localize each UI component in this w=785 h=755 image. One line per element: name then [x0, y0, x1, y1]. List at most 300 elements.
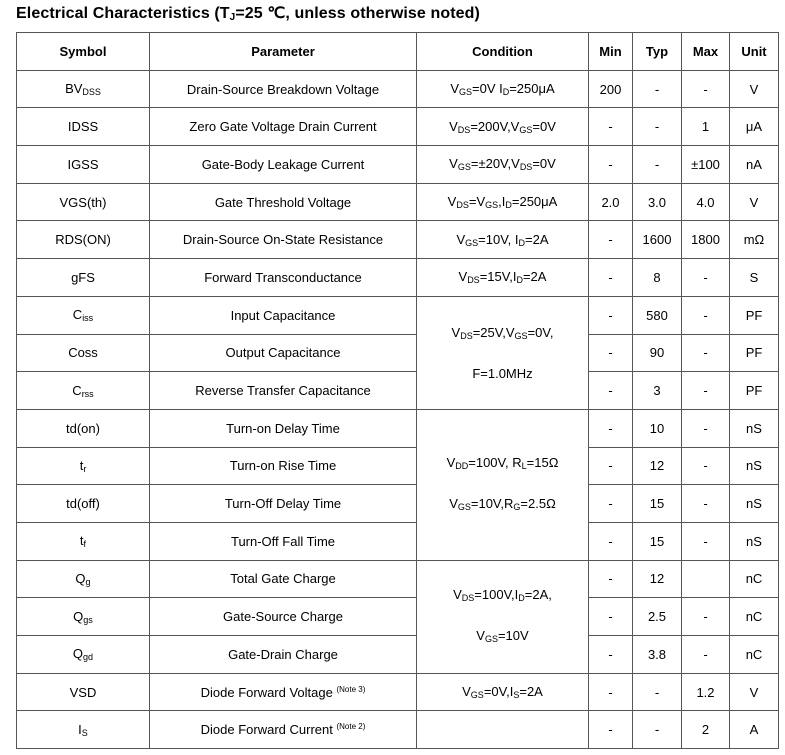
condition-text: =15V,I — [479, 269, 517, 285]
symbol-text: t — [79, 533, 84, 549]
parameter-cell — [150, 108, 417, 146]
condition-line-gap — [417, 608, 588, 626]
typ-cell — [633, 409, 682, 447]
unit-cell — [730, 221, 779, 259]
symbol-text: IGSS — [67, 156, 99, 172]
symbol-text: C — [72, 382, 82, 398]
min-cell — [589, 711, 633, 749]
min-cell — [589, 636, 633, 674]
unit-cell — [730, 296, 779, 334]
symbol-cell — [17, 522, 150, 560]
condition-subscript: GS — [470, 690, 484, 701]
max-value: - — [703, 420, 708, 436]
condition-text: V — [451, 324, 461, 340]
table-row — [17, 296, 779, 334]
min-value: 200 — [599, 81, 622, 97]
min-cell — [589, 372, 633, 410]
condition-text: ,I — [498, 194, 506, 210]
symbol-cell — [17, 673, 150, 711]
max-value: 1 — [701, 119, 710, 135]
max-cell — [682, 183, 730, 221]
unit-cell — [730, 711, 779, 749]
min-value: - — [608, 496, 613, 512]
unit-value: nS — [746, 420, 762, 436]
condition-subscript: DS — [460, 330, 473, 341]
header-parameter: Parameter — [150, 33, 417, 71]
condition-text: =0V — [532, 156, 556, 172]
typ-value: 8 — [653, 269, 661, 285]
unit-value: nC — [745, 571, 763, 587]
min-cell — [589, 485, 633, 523]
min-cell — [589, 334, 633, 372]
condition-cell-merged — [417, 409, 589, 560]
max-cell — [682, 673, 730, 711]
table-row — [17, 636, 779, 674]
condition-subscript: GS — [457, 501, 471, 512]
header-symbol: Symbol — [17, 33, 150, 71]
unit-cell — [730, 560, 779, 598]
max-cell — [682, 146, 730, 184]
condition-line — [417, 323, 588, 346]
min-value: - — [608, 458, 613, 474]
max-value: - — [703, 533, 708, 549]
note-reference: (Note 3) — [336, 684, 366, 694]
typ-value: 3 — [653, 383, 661, 399]
condition-cell — [417, 146, 589, 184]
max-value: 2 — [701, 722, 710, 738]
symbol-subscript: gd — [83, 652, 94, 663]
max-value: - — [703, 383, 708, 399]
condition-text: V — [450, 81, 459, 97]
unit-cell — [730, 259, 779, 297]
condition-text: V — [456, 231, 466, 247]
parameter-text: Turn-on Rise Time — [229, 458, 337, 474]
unit-value: PF — [745, 383, 763, 399]
min-cell — [589, 598, 633, 636]
note-reference: (Note 2) — [336, 722, 366, 732]
min-cell — [589, 296, 633, 334]
parameter-text: Diode Forward Voltage — [200, 684, 333, 700]
condition-cell — [417, 70, 589, 108]
symbol-cell — [17, 598, 150, 636]
typ-cell — [633, 447, 682, 485]
symbol-cell — [17, 259, 150, 297]
parameter-text: Drain-Source On-State Resistance — [182, 232, 384, 248]
condition-subscript: DS — [467, 275, 480, 286]
min-value: - — [608, 232, 613, 248]
condition-subscript: GS — [465, 237, 479, 248]
condition-line — [417, 626, 588, 649]
min-value: - — [608, 383, 613, 399]
parameter-text: Gate Threshold Voltage — [214, 194, 352, 210]
symbol-cell — [17, 183, 150, 221]
typ-cell — [633, 636, 682, 674]
unit-value: nS — [746, 496, 762, 512]
min-value: - — [608, 722, 613, 738]
parameter-cell — [150, 409, 417, 447]
condition-text: =2A — [519, 684, 543, 700]
unit-cell — [730, 70, 779, 108]
symbol-text: BV — [65, 81, 83, 97]
max-value: - — [703, 81, 708, 97]
typ-value: - — [654, 119, 660, 135]
typ-cell — [633, 259, 682, 297]
symbol-cell — [17, 485, 150, 523]
condition-cell — [417, 183, 589, 221]
max-cell — [682, 221, 730, 259]
max-cell — [682, 372, 730, 410]
unit-value: nA — [746, 156, 762, 172]
condition-text: V — [449, 156, 458, 172]
condition-subscript: GS — [485, 200, 499, 211]
max-cell — [682, 522, 730, 560]
condition-text: =10V — [497, 627, 529, 643]
condition-subscript: D — [516, 275, 523, 286]
condition-line — [417, 364, 588, 383]
min-value: - — [608, 533, 613, 549]
condition-cell-merged — [417, 711, 589, 749]
max-cell — [682, 70, 730, 108]
parameter-text: Reverse Transfer Capacitance — [195, 383, 371, 399]
max-value: - — [703, 609, 708, 625]
max-value: - — [703, 307, 708, 323]
typ-value: 1600 — [642, 232, 672, 248]
max-value: - — [703, 269, 708, 285]
symbol-cell — [17, 221, 150, 259]
condition-subscript: GS — [519, 124, 533, 135]
min-cell — [589, 221, 633, 259]
condition-subscript: GS — [458, 87, 472, 98]
min-cell — [589, 447, 633, 485]
unit-value: PF — [745, 345, 763, 361]
condition-subscript: DS — [457, 124, 471, 135]
typ-cell — [633, 711, 682, 749]
parameter-cell — [150, 522, 417, 560]
typ-value: - — [654, 81, 660, 97]
typ-value: - — [654, 684, 660, 700]
unit-value: S — [749, 269, 759, 285]
typ-value: 10 — [649, 420, 665, 436]
symbol-text: Q — [73, 608, 84, 624]
min-cell — [589, 108, 633, 146]
condition-line — [417, 453, 588, 476]
max-cell — [682, 409, 730, 447]
parameter-cell — [150, 70, 417, 108]
typ-cell — [633, 372, 682, 410]
unit-value: nS — [746, 533, 762, 549]
symbol-cell — [17, 70, 150, 108]
symbol-text: VGS(th) — [59, 194, 107, 210]
condition-subscript: D — [505, 200, 512, 211]
unit-value: nC — [745, 646, 763, 662]
min-value: - — [608, 269, 613, 285]
symbol-text: td(off) — [66, 496, 100, 512]
min-cell — [589, 522, 633, 560]
condition-subscript: DS — [461, 592, 475, 603]
unit-cell — [730, 334, 779, 372]
symbol-cell — [17, 409, 150, 447]
header-max: Max — [682, 33, 730, 71]
symbol-text: VSD — [69, 684, 97, 700]
typ-cell — [633, 673, 682, 711]
typ-cell — [633, 108, 682, 146]
typ-value: 3.8 — [647, 646, 667, 662]
table-row — [17, 70, 779, 108]
unit-cell — [730, 447, 779, 485]
parameter-cell — [150, 372, 417, 410]
unit-value: V — [749, 194, 759, 210]
symbol-subscript: r — [83, 463, 87, 474]
table-row — [17, 409, 779, 447]
min-value: - — [608, 646, 613, 662]
max-value: - — [703, 458, 708, 474]
symbol-text: td(on) — [66, 420, 100, 436]
condition-subscript: D — [518, 592, 525, 603]
condition-cell — [417, 673, 589, 711]
max-cell — [682, 259, 730, 297]
symbol-subscript: DSS — [82, 87, 101, 98]
typ-value: 580 — [646, 307, 668, 323]
parameter-text: Gate-Source Charge — [223, 609, 343, 625]
min-cell — [589, 183, 633, 221]
parameter-text: Forward Transconductance — [204, 269, 362, 285]
max-cell — [682, 636, 730, 674]
table-row — [17, 108, 779, 146]
condition-text: V — [458, 269, 468, 285]
condition-text: =10V, I — [478, 231, 519, 247]
parameter-cell — [150, 447, 417, 485]
condition-cell — [417, 221, 589, 259]
condition-text: V — [447, 194, 457, 210]
symbol-text: Q — [75, 570, 86, 586]
parameter-cell — [150, 711, 417, 749]
typ-cell — [633, 183, 682, 221]
unit-cell — [730, 485, 779, 523]
table-row — [17, 673, 779, 711]
symbol-text: t — [79, 457, 84, 473]
table-row — [17, 146, 779, 184]
unit-value: V — [749, 684, 759, 700]
parameter-text: Gate-Drain Charge — [228, 646, 338, 662]
electrical-characteristics-table — [16, 32, 779, 749]
unit-value: V — [749, 81, 759, 97]
typ-cell — [633, 560, 682, 598]
typ-cell — [633, 598, 682, 636]
unit-cell — [730, 636, 779, 674]
condition-line — [417, 494, 588, 517]
parameter-text: Gate-Body Leakage Current — [201, 156, 365, 172]
symbol-text: gFS — [71, 269, 95, 285]
parameter-cell — [150, 636, 417, 674]
typ-value: 12 — [649, 571, 665, 587]
condition-text: =0V, — [527, 324, 554, 340]
header-condition: Condition — [417, 33, 589, 71]
parameter-text: Drain-Source Breakdown Voltage — [186, 81, 380, 97]
min-cell — [589, 259, 633, 297]
condition-text: =2.5Ω — [520, 495, 556, 511]
condition-text: =200V,V — [470, 118, 520, 134]
max-value: - — [703, 496, 708, 512]
max-cell — [682, 334, 730, 372]
condition-cell — [417, 108, 589, 146]
min-cell — [589, 409, 633, 447]
symbol-text: Q — [72, 646, 84, 662]
table-row — [17, 711, 779, 749]
parameter-cell — [150, 334, 417, 372]
typ-value: 15 — [649, 533, 665, 549]
condition-subscript: D — [518, 237, 526, 248]
parameter-cell — [150, 598, 417, 636]
typ-value: - — [654, 722, 660, 738]
condition-text: F=1.0MHz — [472, 365, 533, 381]
table-row — [17, 259, 779, 297]
parameter-text: Turn-Off Fall Time — [230, 533, 336, 549]
typ-cell — [633, 485, 682, 523]
max-cell — [682, 447, 730, 485]
unit-value: nS — [746, 458, 762, 474]
condition-text: =0V I — [472, 81, 503, 97]
symbol-subscript: iss — [82, 313, 94, 324]
unit-value: nC — [745, 609, 763, 625]
parameter-cell — [150, 183, 417, 221]
unit-cell — [730, 108, 779, 146]
symbol-subscript: rss — [81, 388, 94, 399]
table-row — [17, 372, 779, 410]
symbol-cell — [17, 108, 150, 146]
min-value: - — [608, 307, 613, 323]
table-row — [17, 183, 779, 221]
table-body — [17, 70, 779, 748]
table-row — [17, 447, 779, 485]
parameter-cell — [150, 673, 417, 711]
header-typ: Typ — [633, 33, 682, 71]
symbol-cell — [17, 711, 150, 749]
max-value: - — [703, 345, 708, 361]
parameter-cell — [150, 560, 417, 598]
typ-value: 2.5 — [647, 609, 667, 625]
symbol-text: RDS(ON) — [55, 232, 111, 248]
symbol-cell — [17, 296, 150, 334]
parameter-cell — [150, 146, 417, 184]
symbol-cell — [17, 372, 150, 410]
symbol-cell — [17, 447, 150, 485]
parameter-text: Turn-on Delay Time — [226, 420, 340, 436]
parameter-cell — [150, 259, 417, 297]
condition-subscript: L — [521, 460, 527, 471]
unit-cell — [730, 146, 779, 184]
min-cell — [589, 560, 633, 598]
condition-text: =100V,I — [474, 586, 519, 602]
table-row — [17, 221, 779, 259]
typ-cell — [633, 221, 682, 259]
condition-cell-merged — [417, 296, 589, 409]
typ-cell — [633, 522, 682, 560]
min-value: - — [608, 571, 613, 587]
condition-text: =±20V,V — [470, 156, 520, 172]
typ-cell — [633, 334, 682, 372]
condition-text: =V — [468, 194, 486, 210]
condition-text: V — [453, 586, 462, 602]
header-unit: Unit — [730, 33, 779, 71]
min-cell — [589, 70, 633, 108]
unit-value: mΩ — [743, 232, 765, 248]
max-cell — [682, 485, 730, 523]
table-row — [17, 334, 779, 372]
min-value: - — [608, 420, 613, 436]
unit-value: A — [749, 722, 759, 738]
table-row — [17, 522, 779, 560]
min-value: - — [608, 345, 613, 361]
unit-cell — [730, 673, 779, 711]
condition-subscript: GS — [457, 162, 471, 173]
table-row — [17, 560, 779, 598]
unit-cell — [730, 372, 779, 410]
symbol-text: Coss — [68, 345, 98, 361]
parameter-text: Total Gate Charge — [230, 571, 336, 587]
unit-cell — [730, 183, 779, 221]
parameter-text: Output Capacitance — [225, 345, 341, 361]
max-cell — [682, 108, 730, 146]
condition-text: =2A, — [524, 586, 552, 602]
header-row — [17, 33, 779, 71]
max-cell — [682, 598, 730, 636]
condition-text: =15Ω — [526, 454, 559, 470]
min-value: 2.0 — [601, 194, 620, 210]
condition-subscript: G — [513, 501, 521, 512]
max-cell — [682, 296, 730, 334]
typ-value: 15 — [649, 496, 665, 512]
max-value: ±100 — [691, 156, 720, 172]
max-value: 1.2 — [696, 684, 715, 700]
max-value: 4.0 — [696, 194, 715, 210]
unit-cell — [730, 409, 779, 447]
typ-value: - — [654, 156, 660, 172]
condition-subscript: DS — [519, 162, 533, 173]
symbol-cell — [17, 334, 150, 372]
condition-line-gap — [417, 346, 588, 364]
typ-cell — [633, 70, 682, 108]
parameter-text: Turn-Off Delay Time — [224, 496, 342, 512]
condition-text: =25V,V — [472, 324, 515, 340]
table-row — [17, 485, 779, 523]
parameter-text: Input Capacitance — [230, 307, 336, 323]
condition-cell-merged — [417, 560, 589, 673]
condition-text: V — [449, 118, 458, 134]
max-value: 1800 — [691, 232, 720, 248]
symbol-text: I — [78, 721, 82, 737]
condition-subscript: GS — [484, 633, 498, 644]
condition-text: =100V, R — [468, 454, 522, 470]
condition-subscript: DD — [455, 460, 469, 471]
typ-value: 3.0 — [647, 194, 667, 210]
symbol-subscript: f — [83, 539, 87, 550]
unit-cell — [730, 522, 779, 560]
condition-text: V — [449, 495, 458, 511]
max-cell — [682, 711, 730, 749]
symbol-text: C — [72, 307, 83, 323]
min-cell — [589, 673, 633, 711]
condition-text: V — [446, 454, 456, 470]
symbol-cell — [17, 146, 150, 184]
condition-cell — [417, 259, 589, 297]
condition-line-gap — [417, 476, 588, 494]
typ-cell — [633, 296, 682, 334]
condition-text: V — [476, 627, 485, 643]
condition-text: =250μA — [511, 194, 558, 210]
unit-cell — [730, 598, 779, 636]
min-value: - — [608, 119, 613, 135]
parameter-cell — [150, 485, 417, 523]
